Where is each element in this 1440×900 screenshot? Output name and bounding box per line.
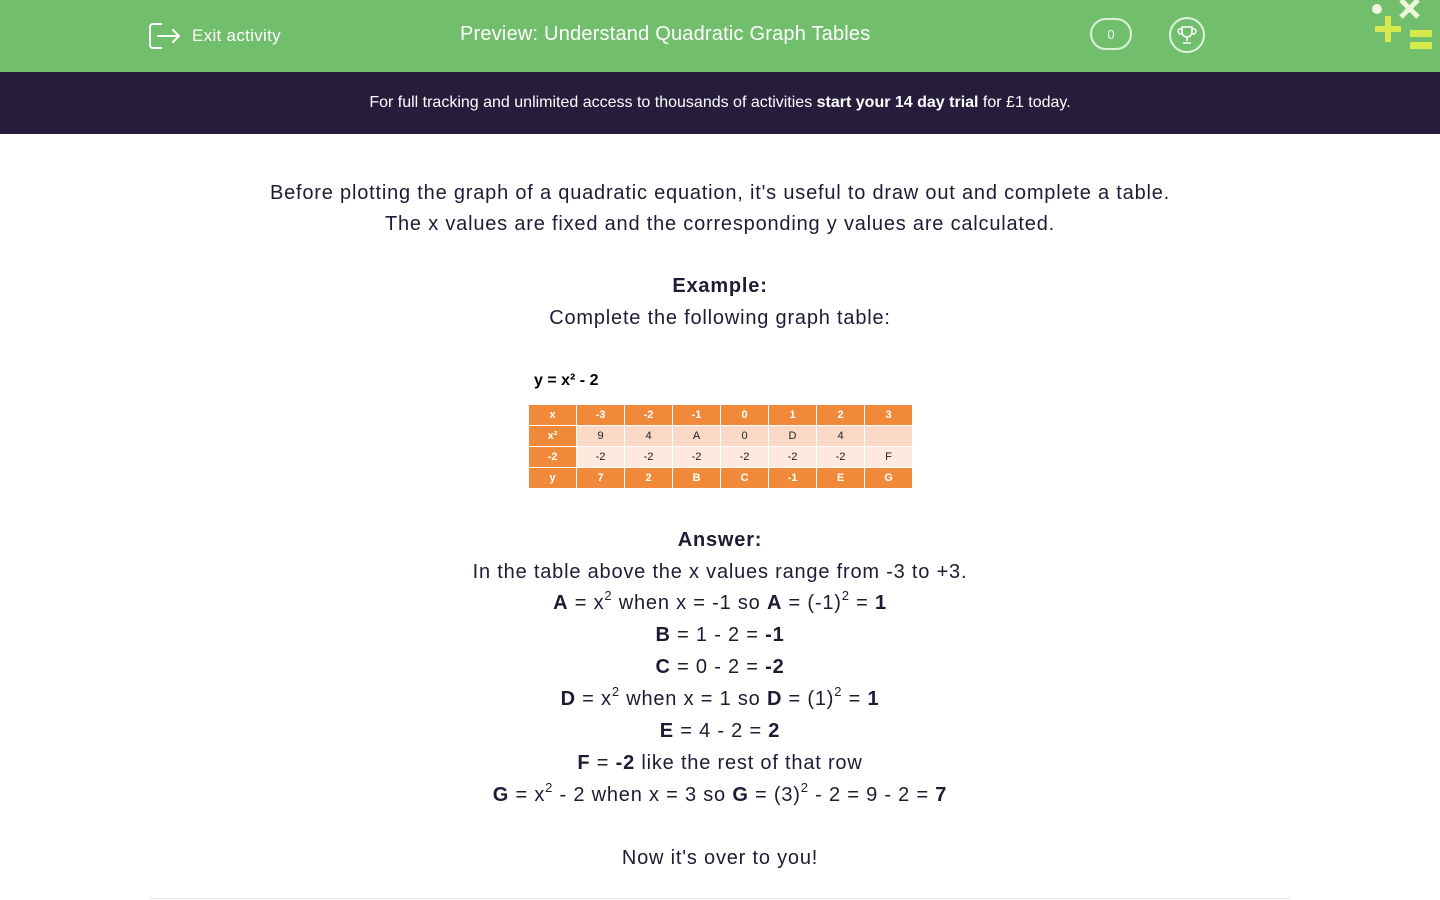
answer-intro: In the table above the x values range from -3 to +3. <box>472 561 968 583</box>
table-row <box>529 405 913 426</box>
table-cell: -2 <box>577 447 625 468</box>
outro-text: Now it's over to you! <box>621 847 819 869</box>
table-cell: -2 <box>769 447 817 468</box>
table-cell: 2 <box>817 405 865 426</box>
table-cell: y <box>529 468 577 489</box>
equation-label: y = x² - 2 <box>534 372 599 389</box>
table-cell <box>865 426 913 447</box>
intro-line-1: Before plotting the graph of a quadratic equation, it's useful to draw out and complete a table. <box>269 182 1171 204</box>
table-cell: -1 <box>673 405 721 426</box>
exit-activity-button[interactable] <box>148 20 281 52</box>
divider <box>150 898 1290 899</box>
table-cell: 0 <box>721 405 769 426</box>
intro-line-2: The x values are fixed and the corresponding y values are calculated. <box>384 213 1055 235</box>
graph-table <box>528 404 913 489</box>
answer-line-d: $D = x^2$ when x = 1 so $D = (1)^2 = 1$ <box>560 684 880 710</box>
answer-line-a: $A = x^2$ when x = -1 so $A = (-1)^2 = 1$ <box>553 588 887 614</box>
example-prompt: Complete the following graph table: <box>549 307 891 329</box>
score-badge: 0 <box>1090 18 1132 50</box>
trophy-icon <box>1176 24 1198 46</box>
table-cell: C <box>721 468 769 489</box>
exit-icon <box>148 21 182 51</box>
top-bar <box>0 0 1440 72</box>
brand-logo <box>1368 0 1440 60</box>
table-cell: -2 <box>625 405 673 426</box>
trophy-button[interactable] <box>1169 17 1205 53</box>
table-row <box>529 447 913 468</box>
answer-heading: Answer: <box>677 529 763 551</box>
table-cell: 4 <box>817 426 865 447</box>
table-cell: -2 <box>817 447 865 468</box>
table-cell: B <box>673 468 721 489</box>
table-cell: -3 <box>577 405 625 426</box>
table-cell: 9 <box>577 426 625 447</box>
exit-activity-label: Exit activity <box>192 26 281 45</box>
answer-line-b: B = 1 - 2 = -1 <box>655 624 785 646</box>
table-cell: D <box>769 426 817 447</box>
table-cell: A <box>673 426 721 447</box>
table-cell: F <box>865 447 913 468</box>
table-cell: 1 <box>769 405 817 426</box>
banner-text-before: For full tracking and unlimited access to thousands of activities <box>369 94 817 111</box>
table-cell: E <box>817 468 865 489</box>
table-row <box>529 426 913 447</box>
table-cell: -2 <box>673 447 721 468</box>
answer-line-f: F = -2 like the rest of that row <box>577 752 863 774</box>
trial-banner <box>0 72 1440 134</box>
table-cell: G <box>865 468 913 489</box>
table-cell: 3 <box>865 405 913 426</box>
table-cell: 7 <box>577 468 625 489</box>
answer-line-g: $G = x^2 - 2$ when x = 3 so $G = (3)^2 - 2 = 9 - 2 = 7$ <box>492 780 948 806</box>
table-cell: 4 <box>625 426 673 447</box>
example-heading: Example: <box>672 275 768 297</box>
table-row <box>529 468 913 489</box>
table-cell: -2 <box>721 447 769 468</box>
table-cell: 2 <box>625 468 673 489</box>
table-cell: -2 <box>625 447 673 468</box>
trial-link[interactable]: start your 14 day trial <box>816 94 979 111</box>
table-cell: x <box>529 405 577 426</box>
answer-line-e: E = 4 - 2 = 2 <box>659 720 781 742</box>
table-cell: -2 <box>529 447 577 468</box>
banner-text-after: for £1 today. <box>978 94 1071 111</box>
table-cell: -1 <box>769 468 817 489</box>
table-cell: 0 <box>721 426 769 447</box>
answer-line-c: C = 0 - 2 = -2 <box>655 656 785 678</box>
page-title: Preview: Understand Quadratic Graph Tables <box>460 23 871 45</box>
table-cell: x² <box>529 426 577 447</box>
